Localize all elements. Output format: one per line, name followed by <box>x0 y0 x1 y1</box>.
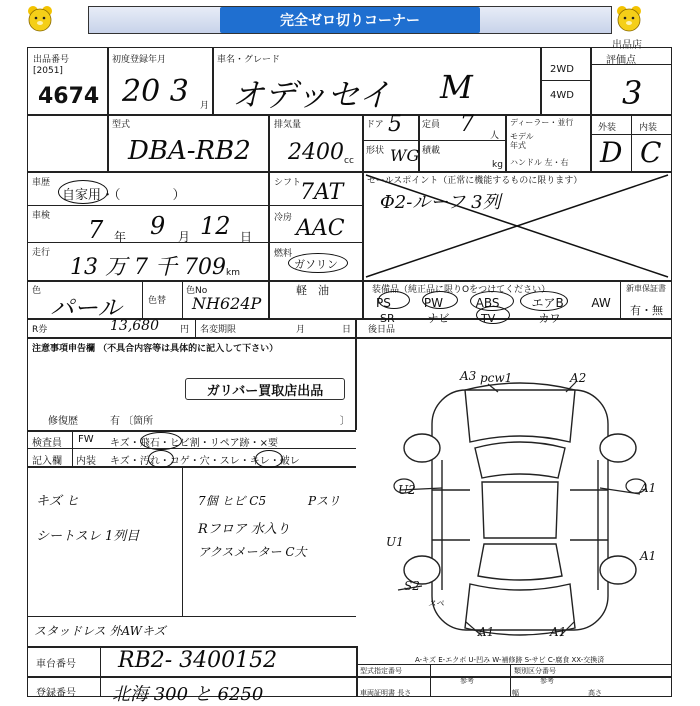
mark-u2: U2 <box>398 483 416 497</box>
int-value: C <box>640 136 662 169</box>
int-record-label: 内装 <box>76 456 96 467</box>
bottom-col-height: 高さ <box>588 689 602 697</box>
registration-value: 北海 300 と 6250 <box>112 684 264 705</box>
model-year-label: モデル年式 <box>510 132 534 150</box>
color-code-label: 色替 <box>148 296 167 306</box>
inspection-day-unit: 日 <box>240 230 253 244</box>
drive-4wd: 4WD <box>550 90 574 101</box>
doors-label: ドア <box>366 120 384 130</box>
mark-a1-right: A1 <box>640 481 657 495</box>
equip-airbag: エアB <box>531 296 564 310</box>
banner-right-mascot-icon <box>614 4 644 36</box>
color-code-placeholder: 色No <box>186 286 208 296</box>
warranty-value: 有・無 <box>630 304 663 317</box>
shape-value: WG <box>390 146 420 165</box>
drive-2wd: 2WD <box>550 64 574 75</box>
transfer-day: 日 <box>342 325 352 335</box>
equip-circle-tv <box>476 306 510 324</box>
inspector-label: 検査員 <box>32 438 62 449</box>
ext-value: D <box>600 136 623 169</box>
first-reg-label: 初度登録年月 <box>112 55 167 65</box>
equip-circle-airbag <box>520 291 568 311</box>
load-unit: kg <box>492 160 503 170</box>
shift-value: 7AT <box>300 180 344 205</box>
fw-items: キズ・飛石・ヒビ割・リペア跡・×要 <box>110 438 278 449</box>
inspection-year-unit: 年 <box>114 230 127 244</box>
inspector-note-right3: アクスメーター C大 <box>198 545 307 559</box>
chassis-label: 車台番号 <box>36 659 76 670</box>
car-body-outline <box>432 390 608 630</box>
load-label: 積載 <box>422 146 441 156</box>
equip-tv: TV <box>481 312 496 325</box>
banner-title: 完全ゼロ切りコーナー <box>220 7 480 33</box>
score-value: 3 <box>622 74 643 112</box>
bottom-col-length: 車両証明書 長さ <box>360 689 412 697</box>
mark-a1-rear-left: A1 <box>478 625 495 639</box>
inspection-year: 7 <box>88 216 104 244</box>
dealer-label: ディーラー・並行 <box>510 118 574 127</box>
notes-title: 注意事項申告欄 <box>32 344 96 354</box>
capacity-value: 7 <box>460 112 474 137</box>
registration-label: 登録番号 <box>36 688 76 699</box>
car-hood-outline <box>465 383 575 442</box>
mark-sub: スペ <box>428 599 444 608</box>
mark-s2: S2 <box>404 579 420 593</box>
fuel-circle <box>288 253 348 273</box>
fuel-option-diesel: 軽 油 <box>296 284 329 297</box>
vehicle-use-circle <box>58 180 108 204</box>
inspection-month-unit: 月 <box>178 230 191 244</box>
equip-leather: カワ <box>538 312 561 325</box>
sales-point-value: Φ2-ルーフ 3列 <box>380 192 501 213</box>
wheel-front-left-icon <box>404 434 440 462</box>
circle-chip <box>140 432 182 450</box>
shift-label: シフト <box>274 178 302 188</box>
equip-navi: ナビ <box>427 312 450 325</box>
mark-a1-rear-right: A1 <box>640 549 657 563</box>
after-date-label: 後日品 <box>368 325 396 335</box>
first-reg-month-unit: 月 <box>200 101 210 111</box>
bottom-col-width: 幅 <box>512 689 519 697</box>
equip-sr: SR <box>380 312 395 325</box>
notes-label <box>32 341 278 354</box>
vehicle-use-label: 車歴 <box>32 178 51 188</box>
wheels-note: スタッドレス 外AWキズ <box>34 624 166 638</box>
lot-number: 4674 <box>38 84 100 109</box>
recycle-label: R券 <box>32 325 48 335</box>
inspection-label: 車検 <box>32 211 51 221</box>
car-name-value: オデッセイ <box>232 76 391 114</box>
ext-label: 外装 <box>598 123 617 133</box>
mark-pcw: pcw1 <box>480 371 513 385</box>
circle-dirt <box>148 450 174 468</box>
bottom-col-model-designation: 型式指定番号 <box>360 667 402 675</box>
int-items: キズ・汚れ・コゲ・穴・スレ・キレ・破レ <box>110 456 300 467</box>
car-damage-diagram <box>370 370 670 650</box>
shape-label: 形状 <box>366 146 385 156</box>
displacement-value: 2400 <box>288 140 344 165</box>
capacity-unit: 人 <box>490 131 500 141</box>
chassis-value: RB2- 3400152 <box>118 648 278 673</box>
bottom-col-ref2: 参考 <box>540 677 554 685</box>
inspector-note-right2: Rフロア 水入り <box>198 522 290 537</box>
fuel-label: 燃料 <box>274 249 293 259</box>
cooling-value: AAC <box>296 216 345 241</box>
displacement-label: 排気量 <box>274 120 302 130</box>
wheel-rear-right-icon <box>600 556 636 584</box>
bottom-col-class: 類別区分番号 <box>514 667 556 675</box>
grade-value: M <box>440 68 473 106</box>
first-reg-value: 20 3 <box>122 74 189 109</box>
mileage-label: 走行 <box>32 248 51 258</box>
color-value: パール <box>50 294 122 322</box>
damage-legend: A-キズ E-エクボ U-凹み W-補修跡 S-サビ C-腐食 XX-交換済 <box>415 656 605 664</box>
model-type-label: 型式 <box>112 120 131 130</box>
equip-aw: AW <box>591 296 611 310</box>
equip-circle-pw <box>422 291 458 309</box>
recycle-value: 13,680 <box>110 318 159 334</box>
inspection-month: 9 <box>150 212 166 240</box>
fw-label: FW <box>78 434 94 445</box>
equipment-label: 装備品（純正品に限りOをつけてください） <box>372 285 551 295</box>
circle-scuff <box>255 450 283 468</box>
capacity-label: 定員 <box>422 120 441 130</box>
inspection-day: 12 <box>200 212 231 240</box>
displacement-unit: cc <box>344 156 354 166</box>
mark-a3: A3 <box>460 370 477 383</box>
notes-sub: （不具合内容等は具体的に記入して下さい） <box>98 344 279 354</box>
mileage-value: 13 万 7 千 709 <box>70 255 226 280</box>
sales-point-label: セールスポイント（正常に機能するものに限ります） <box>367 176 583 186</box>
inspector-note-right1: 7個 ヒビ C5 <box>198 494 267 508</box>
equip-abs: ABS <box>475 296 500 310</box>
auction-stamp: ガリバー買取店出品 <box>185 378 345 400</box>
wheel-front-right-icon <box>600 434 636 462</box>
cooling-label: 冷房 <box>274 213 293 223</box>
car-windshield <box>475 442 565 478</box>
repair-close: 〕 <box>340 416 350 427</box>
doors-value: 5 <box>388 112 402 137</box>
equip-pw: PW <box>423 296 443 310</box>
car-name-label: 車名・グレード <box>217 55 281 65</box>
model-type-value: DBA-RB2 <box>128 136 251 166</box>
record-label: 記入欄 <box>32 456 62 467</box>
mileage-unit: km <box>226 268 240 278</box>
equip-ps: PS <box>376 296 391 310</box>
int-label: 内装 <box>639 123 658 133</box>
transfer-month: 月 <box>296 325 306 335</box>
mark-a1-rear: A1 <box>550 625 567 639</box>
inspector-note-right1b: Pスリ <box>308 494 341 508</box>
warranty-label: 新車保証書 <box>626 284 666 293</box>
fuel-value: ガソリン <box>294 258 338 271</box>
color-label: 色 <box>32 286 42 296</box>
sales-point-strike <box>362 171 672 280</box>
handle-label: ハンドル 左・右 <box>510 158 569 167</box>
vehicle-use-value: 自家用・（ ） <box>62 188 186 203</box>
repair-label: 修復歴 <box>48 416 78 427</box>
mark-u1: U1 <box>386 535 404 549</box>
mark-a2: A2 <box>570 371 587 385</box>
color-code-value: NH624P <box>192 294 262 313</box>
equip-circle-ps <box>378 291 410 309</box>
transfer-label: 名変期限 <box>200 325 237 335</box>
banner <box>88 6 612 34</box>
repair-value: 有 〔箇所 <box>110 416 154 427</box>
lot-code: [2051] <box>33 66 63 76</box>
inspector-note-left1: キズ ヒ <box>36 494 79 509</box>
score-label: 評価点 <box>606 55 636 66</box>
bottom-col-ref1: 参考 <box>460 677 474 685</box>
inspector-note-left2: シートスレ 1列目 <box>36 529 140 544</box>
banner-left-mascot-icon <box>25 4 55 36</box>
top-right-label: 出品店 <box>612 40 642 51</box>
lot-label: 出品番号 <box>33 55 70 65</box>
recycle-unit: 円 <box>180 325 190 335</box>
car-rear-glass <box>478 544 562 580</box>
car-roof <box>482 482 558 538</box>
